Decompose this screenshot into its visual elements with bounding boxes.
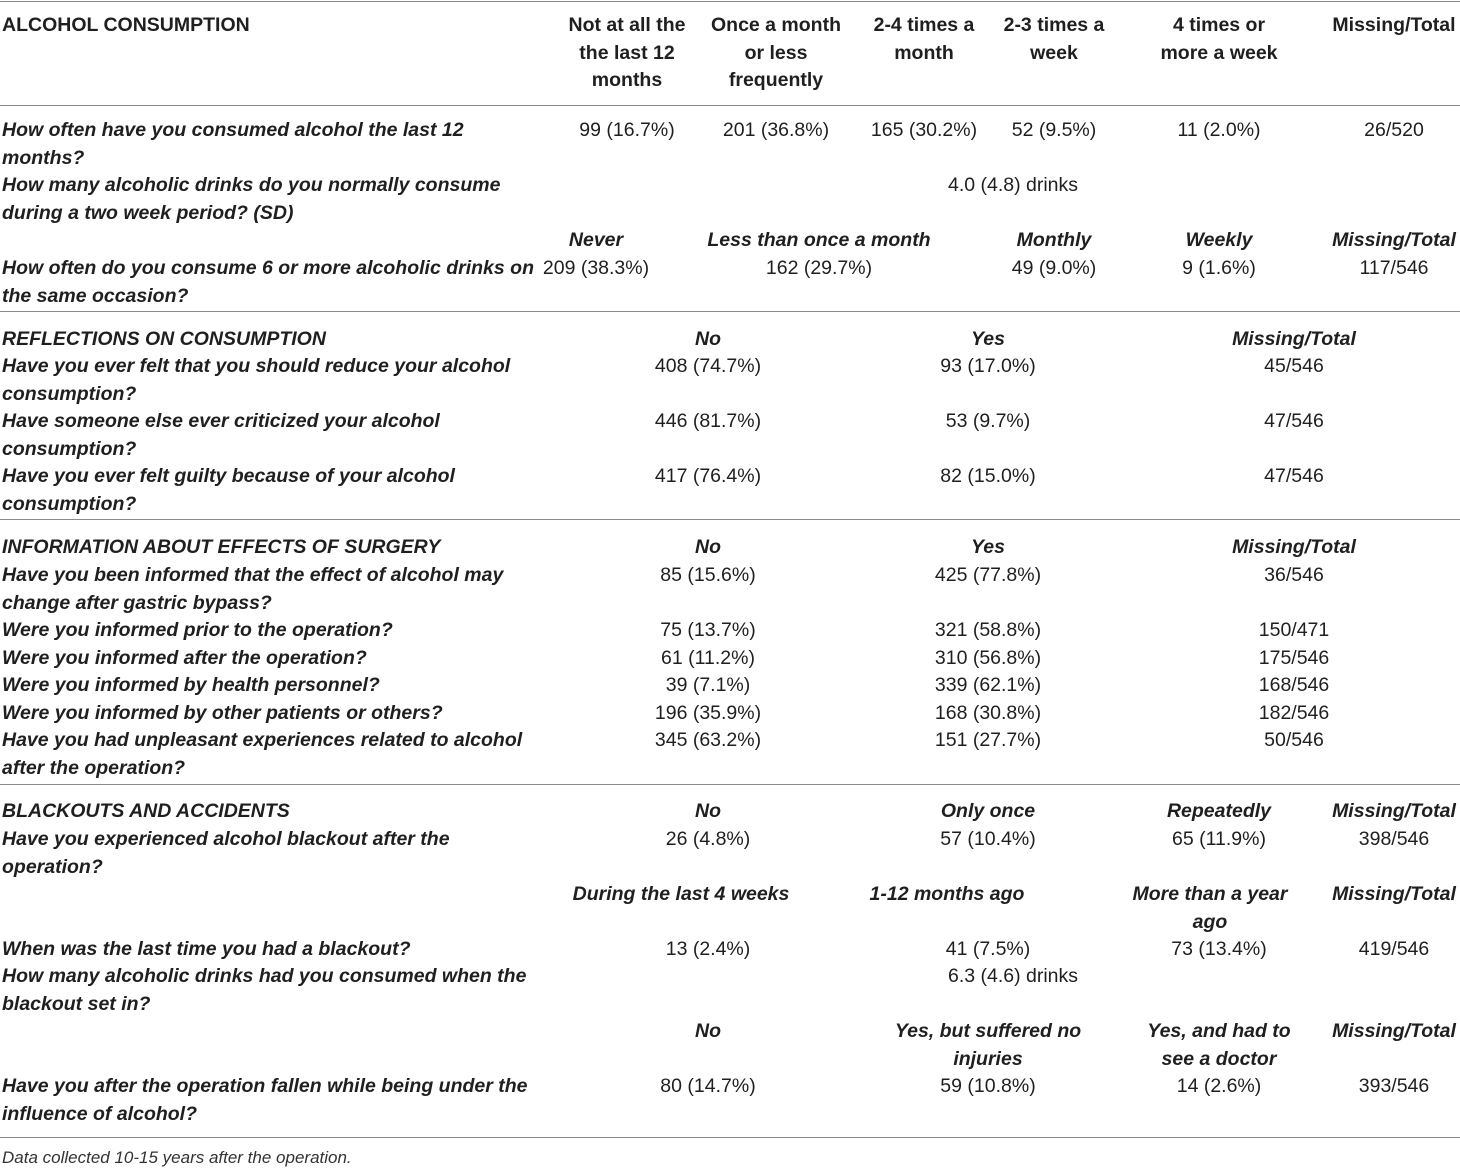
question-label: Were you informed after the operation? [2, 647, 367, 669]
table-cell: 162 (29.7%) [765, 257, 873, 279]
table-cell: 345 (63.2%) [654, 729, 762, 751]
subheader: Missing/Total [1332, 229, 1456, 251]
subheader: No [695, 536, 721, 558]
subheader: More than a year ago [1132, 883, 1288, 933]
section-rule [0, 784, 1460, 785]
table-cell: 80 (14.7%) [660, 1075, 756, 1097]
table-cell: 36/546 [1264, 564, 1324, 586]
subheader: No [695, 800, 721, 822]
table-cell: 45/546 [1264, 355, 1324, 377]
subheader: Only once [940, 800, 1036, 822]
table-cell: 321 (58.8%) [934, 619, 1042, 641]
table-cell: 168/546 [1258, 674, 1330, 696]
table-cell: 41 (7.5%) [945, 938, 1031, 960]
table-cell: 408 (74.7%) [654, 355, 762, 377]
subheader: No [695, 328, 721, 350]
question-label: Were you informed by health personnel? [2, 674, 380, 696]
subheader: Yes [971, 536, 1005, 558]
table-cell: 175/546 [1258, 647, 1330, 669]
section-title-blackouts: BLACKOUTS AND ACCIDENTS [2, 800, 290, 822]
question-label: When was the last time you had a blackout? [2, 938, 411, 960]
table-footnote: Data collected 10-15 years after the operation. [2, 1148, 352, 1167]
table-cell: 14 (2.6%) [1176, 1075, 1262, 1097]
section-rule [0, 311, 1460, 312]
table-cell: 209 (38.3%) [542, 257, 650, 279]
table-cell: 47/546 [1264, 465, 1324, 487]
subheader: Weekly [1185, 229, 1253, 251]
subheader: 1-12 months ago [869, 883, 1025, 905]
subheader: Yes, but suffered no injuries [894, 1020, 1082, 1070]
table-cell: 9 (1.6%) [1182, 257, 1256, 279]
subheader: Missing/Total [1332, 883, 1456, 905]
table-cell: 59 (10.8%) [940, 1075, 1036, 1097]
subheader: Monthly [1016, 229, 1092, 251]
table-cell: 393/546 [1358, 1075, 1430, 1097]
table-cell: 6.3 (4.6) drinks [947, 965, 1079, 987]
table-cell: 26/520 [1364, 119, 1424, 141]
table-cell: 4.0 (4.8) drinks [947, 174, 1079, 196]
table-cell: 82 (15.0%) [940, 465, 1036, 487]
table-top-rule [0, 1, 1460, 2]
subheader: Missing/Total [1332, 1020, 1456, 1042]
table-cell: 11 (2.0%) [1177, 119, 1261, 141]
table-cell: 93 (17.0%) [940, 355, 1036, 377]
question-label: Have you experienced alcohol blackout after the operation? [2, 828, 450, 878]
table-cell: 417 (76.4%) [654, 465, 762, 487]
table-cell: 151 (27.7%) [934, 729, 1042, 751]
subheader: Less than once a month [707, 229, 931, 251]
table-cell: 165 (30.2%) [870, 119, 978, 141]
question-label: How many alcoholic drinks do you normally consume during a two week period? (SD) [2, 174, 501, 224]
subheader: Missing/Total [1232, 536, 1356, 558]
subheader: Yes [971, 328, 1005, 350]
column-header: 2-3 times a week [1003, 14, 1105, 64]
section-title-information: INFORMATION ABOUT EFFECTS OF SURGERY [2, 536, 441, 558]
table-bottom-rule [0, 1137, 1460, 1138]
table-cell: 61 (11.2%) [661, 647, 755, 669]
question-label: How often do you consume 6 or more alcoholic drinks on the same occasion? [2, 257, 534, 307]
header-rule [0, 105, 1460, 106]
column-header: Not at all the the last 12 months [568, 14, 686, 91]
table-cell: 182/546 [1258, 702, 1330, 724]
table-cell: 117/546 [1359, 257, 1429, 279]
question-label: Have you been informed that the effect of alcohol may change after gastric bypass? [2, 564, 504, 614]
table-cell: 398/546 [1358, 828, 1430, 850]
section-rule [0, 519, 1460, 520]
table-cell: 49 (9.0%) [1011, 257, 1097, 279]
table-cell: 99 (16.7%) [579, 119, 675, 141]
subheader: No [695, 1020, 721, 1042]
column-header: Missing/Total [1332, 14, 1456, 36]
table-cell: 446 (81.7%) [654, 410, 762, 432]
question-label: How often have you consumed alcohol the last 12 months? [2, 119, 464, 169]
question-label: Were you informed by other patients or others? [2, 702, 443, 724]
subheader: Repeatedly [1166, 800, 1272, 822]
question-label: Have you ever felt guilty because of your alcohol consumption? [2, 465, 455, 515]
table-cell: 73 (13.4%) [1171, 938, 1267, 960]
subheader: During the last 4 weeks [572, 883, 790, 905]
subheader: Missing/Total [1332, 800, 1456, 822]
question-label: Have someone else ever criticized your alcohol consumption? [2, 410, 440, 460]
table-cell: 26 (4.8%) [665, 828, 751, 850]
column-header: Once a month or less frequently [710, 14, 842, 91]
question-label: How many alcoholic drinks had you consumed when the blackout set in? [2, 965, 527, 1015]
table-cell: 196 (35.9%) [654, 702, 762, 724]
table-cell: 75 (13.7%) [660, 619, 756, 641]
subheader: Yes, and had to see a doctor [1147, 1020, 1291, 1070]
table-cell: 150/471 [1258, 619, 1330, 641]
question-label: Have you after the operation fallen while being under the influence of alcohol? [2, 1075, 528, 1125]
table-cell: 13 (2.4%) [665, 938, 751, 960]
question-label: Have you ever felt that you should reduce your alcohol consumption? [2, 355, 511, 405]
table-cell: 52 (9.5%) [1011, 119, 1097, 141]
table-cell: 39 (7.1%) [665, 674, 751, 696]
table-cell: 53 (9.7%) [945, 410, 1031, 432]
table-cell: 47/546 [1264, 410, 1324, 432]
table-cell: 201 (36.8%) [722, 119, 830, 141]
table-cell: 50/546 [1264, 729, 1324, 751]
table-cell: 168 (30.8%) [934, 702, 1042, 724]
table-cell: 425 (77.8%) [934, 564, 1042, 586]
table-cell: 85 (15.6%) [660, 564, 756, 586]
table-cell: 419/546 [1358, 938, 1430, 960]
table-cell: 339 (62.1%) [934, 674, 1042, 696]
table-cell: 310 (56.8%) [934, 647, 1042, 669]
subheader: Missing/Total [1232, 328, 1356, 350]
subheader: Never [568, 229, 624, 251]
column-header: 4 times or more a week [1160, 14, 1278, 64]
table-cell: 65 (11.9%) [1172, 828, 1266, 850]
table-cell: 57 (10.4%) [940, 828, 1036, 850]
question-label: Have you had unpleasant experiences related to alcohol after the operation? [2, 729, 523, 779]
column-header: 2-4 times a month [873, 14, 975, 64]
section-title-reflections: REFLECTIONS ON CONSUMPTION [2, 328, 326, 350]
section-title-alcohol-consumption: ALCOHOL CONSUMPTION [2, 14, 250, 36]
question-label: Were you informed prior to the operation? [2, 619, 393, 641]
